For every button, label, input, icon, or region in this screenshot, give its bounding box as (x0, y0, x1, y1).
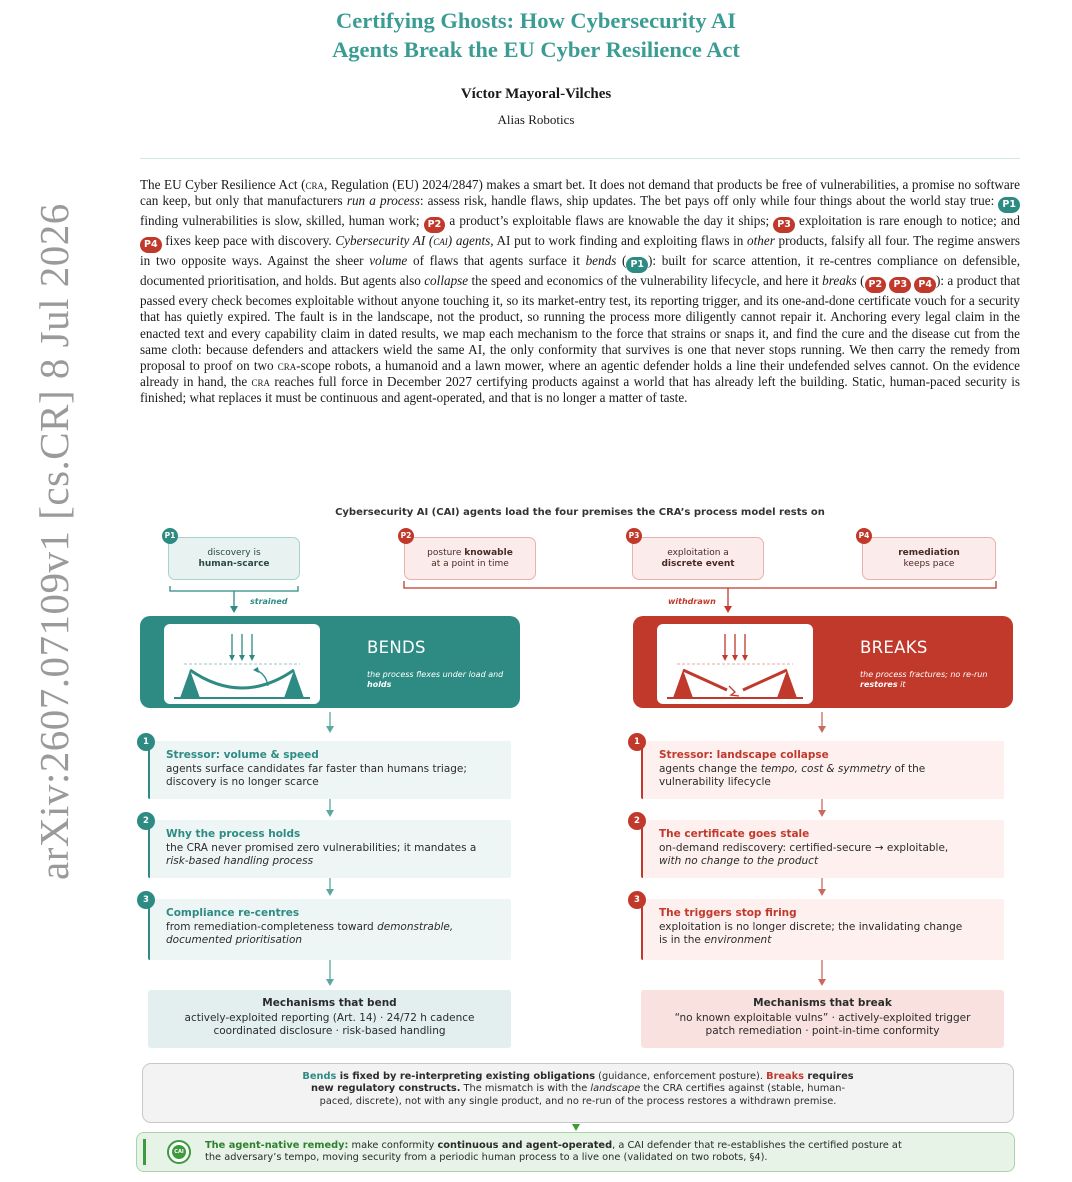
breaks-step-3: The triggers stop firing exploitation is no longer discrete; the invalidating change is in the environment (641, 899, 1004, 960)
bends-step-3: Compliance re-centres from remediation-completeness toward demonstrable, documented prioritisation (148, 899, 511, 960)
breaks-step-2: The certificate goes stale on-demand rediscovery: certified-secure → exploitable, with no change to the product (641, 820, 1004, 878)
bends-subtitle: the process flexes under load and holds (367, 670, 504, 689)
premise-p3-badge: P3 (626, 528, 642, 544)
premise-p2-badge: P2 (398, 528, 414, 544)
title-line-2: Agents Break the EU Cyber Resilience Act (332, 37, 740, 62)
premise-badge-p4: P4 (140, 237, 162, 253)
title-line-1: Certifying Ghosts: How Cybersecurity AI (336, 8, 736, 33)
premise-badge-p3: P3 (773, 217, 795, 233)
breaks-step-1: Stressor: landscape collapse agents change the tempo, cost & symmetry of the vulnerability lifecycle (641, 741, 1004, 799)
bends-step-1: Stressor: volume & speed agents surface candidates far faster than humans triage; discovery is no longer scarce (148, 741, 511, 799)
bends-mechanisms: Mechanisms that bend actively-exploited reporting (Art. 14) · 24/72 h cadence coordinated disclosure · risk-based handling (148, 990, 511, 1048)
bends-step-3-number: 3 (137, 891, 155, 909)
strained-label: strained (250, 597, 288, 606)
bends-step-2: Why the process holds the CRA never promised zero vulnerabilities; it mandates a risk-based handling process (148, 820, 511, 878)
figure-title: Cybersecurity AI (CAI) agents load the four premises the CRA’s process model rests on (335, 507, 825, 518)
author: Víctor Mayoral-Vilches (460, 86, 612, 102)
arxiv-side-stamp: arXiv:2607.07109v1 [cs.CR] 8 Jul 2026 (31, 203, 77, 880)
premise-p1-badge: P1 (162, 528, 178, 544)
abstract: The EU Cyber Resilience Act (cra, Regulation (EU) 2024/2847) makes a smart bet. It does not demand that products be free of vulnerabilities, a promise no software can keep, but only that manufacturers run a process: assess risk, handle flaws, ship updates. The bet pays off only while four things about the world stay true: P1 finding vulnerabilities is slow, skilled, human work; P2 a product’s exploitable flaws are knowable the day it ships; P3 exploitation is rare enough to notice; and P4 fixes keep pace with discovery. Cybersecurity AI (cai) agents, AI put to work finding and exploiting flaws in other products, falsify all four. The regime answers in two opposite ways. Against the sheer volume of flaws that agents surface it bends ( P1 ): built for scarce attention, it re-centres compliance on defensible, documented prioritisation, and holds. But agents also collapse the speed and economics of the vulnerability lifecycle, and here it breaks ( P2 P3 P4 ): a product that passed every check becomes exploitable without anyone touching it, so its market-entry test, its reporting trigger, and its one-and-done certificate vouch for a security that has quietly expired. The fault is in the landscape, not the product, so running the process more diligently cannot repair it. Anchoring every legal claim in the enacted text and every capability claim in dated results, we map each mechanism to the force that strains or snaps it, and find the cure and the disease cut from the same cloth: because defenders and attackers wield the same AI, the only conformity that survives is one that never stops running. We then carry the remedy from proposal to proof on two cra-scope robots, a humanoid and a lawn mower, where an agentic defender holds a line their undefended selves cannot. On the evidence already in hand, the cra reaches full force in December 2027 certifying products against a world that has already left the building. Static, human-paced security is finished; what replaces it must be continuous and agent-operated, and that is no longer a matter of taste. (140, 177, 1021, 406)
premise-badge-p2: P2 (424, 217, 446, 233)
remedy-accent-bar (143, 1139, 146, 1165)
breaks-mechanisms: Mechanisms that break “no known exploitable vulns” · actively-exploited trigger patch remediation · point-in-time conformity (641, 990, 1004, 1048)
broken-bridge-icon (657, 624, 813, 704)
premise-p4-badge: P4 (856, 528, 872, 544)
bending-bridge-icon (164, 624, 320, 704)
breaks-subtitle: the process fractures; no re-run restores it (860, 670, 988, 689)
summary-box: Bends is fixed by re-interpreting existing obligations (guidance, enforcement posture). Breaks requires new regulatory constructs. The mismatch is with the landscape the CRA certifies against (stable, human- paced, discrete), not with any single product, and no re-run of the process restores a withdrawn premise. (142, 1063, 1014, 1123)
premise-p4-box: remediation keeps pace (862, 537, 996, 580)
breaks-step-2-number: 2 (628, 812, 646, 830)
premise-badge-p1: P1 (998, 197, 1020, 213)
premise-p3-box: exploitation a discrete event (632, 537, 764, 580)
affiliation: Alias Robotics (497, 112, 575, 127)
breaks-step-3-number: 3 (628, 891, 646, 909)
remedy-text: The agent-native remedy: make conformity continuous and agent-operated, a CAI defender that re-establishes the certified posture at the adversary’s tempo, moving security from a periodic human process to a live one (validated on two robots, §4). (205, 1140, 902, 1164)
breaks-step-1-number: 1 (628, 733, 646, 751)
breaks-title: BREAKS (860, 638, 928, 657)
bends-step-1-number: 1 (137, 733, 155, 751)
withdrawn-label: withdrawn (668, 597, 716, 606)
bends-step-2-number: 2 (137, 812, 155, 830)
premise-p2-box: posture knowable at a point in time (404, 537, 536, 580)
cai-logo-icon: CAI (167, 1140, 191, 1164)
bends-title: BENDS (367, 638, 426, 657)
premise-p1-box: discovery is human-scarce (168, 537, 300, 580)
remedy-box (136, 1132, 1015, 1172)
